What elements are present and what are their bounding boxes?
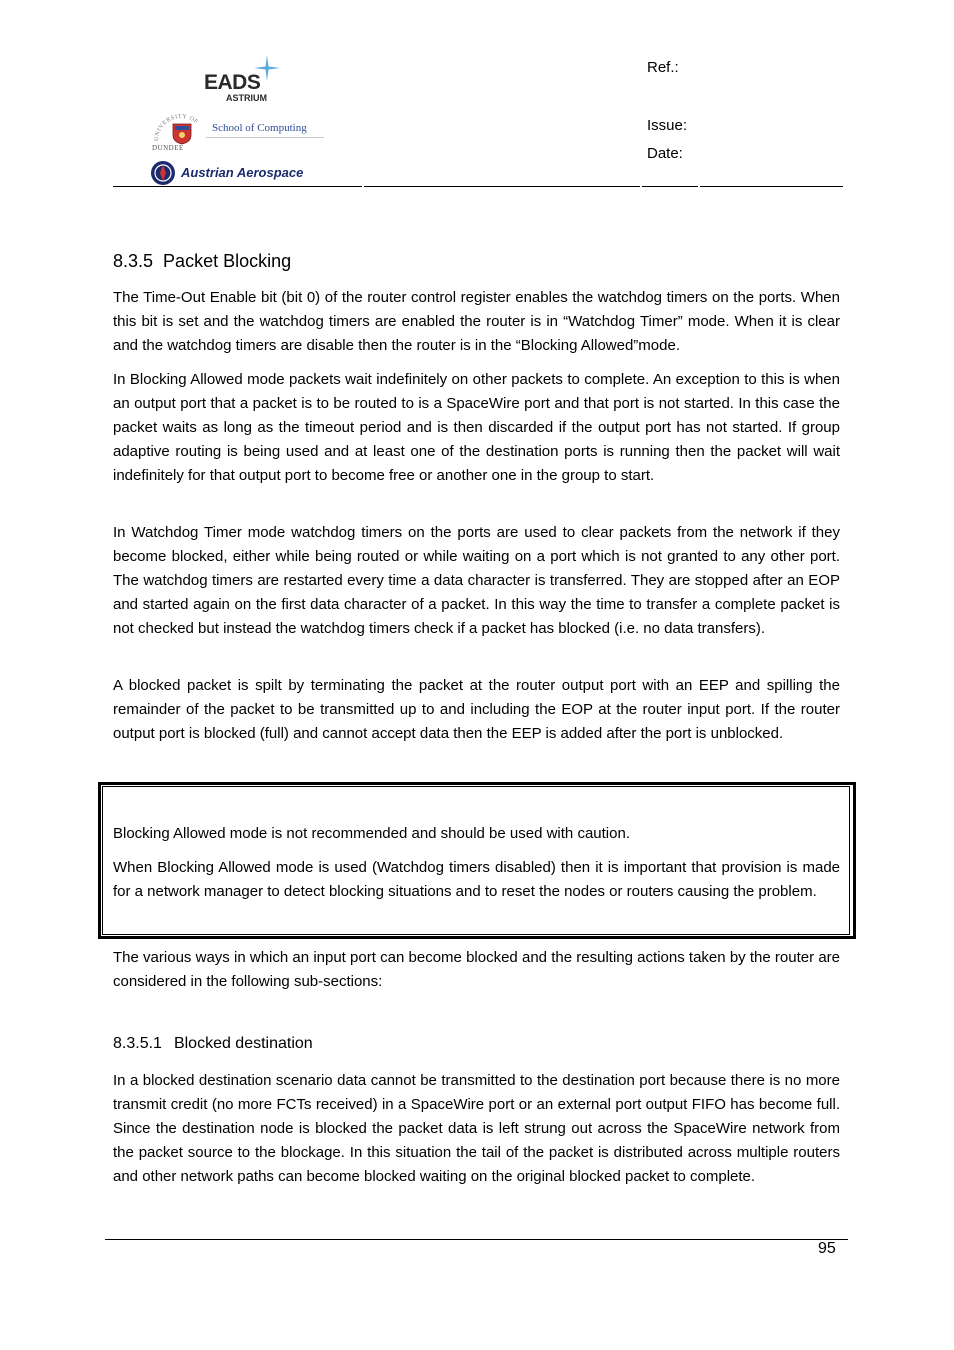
date-label: Date: <box>647 145 683 162</box>
dundee-wordmark: DUNDEE <box>152 144 184 152</box>
subsection-number: 8.3.5.1 <box>113 1035 162 1052</box>
paragraph: In Watchdog Timer mode watchdog timers on the ports are used to clear packets from the network if they become blocked, either while being routed or while waiting on a port which is not granted to any other port. The watchdog timers are restarted every time a data character is transferred. They are stopped after an EOP and started again on the first data character of a packet. In this way the time to transfer a complete packet is not checked but instead the watchdog timers check if a packet has blocked (i.e. no data transfers). <box>113 524 840 637</box>
paragraph: A blocked packet is spilt by terminating the packet at the router output port with an EEP and spilling the remainder of the packet to be transmitted up to and including the EOP at the router input port. If the router output port is blocked (full) and cannot accept data then the EEP is added after the port is unblocked. <box>113 677 840 742</box>
austrian-aerospace-logo <box>150 160 350 186</box>
school-of-computing-wordmark: School of Computing <box>212 122 307 134</box>
austrian-aerospace-wordmark: Austrian Aerospace <box>181 165 304 180</box>
paragraph: The Time-Out Enable bit (bit 0) of the router control register enables the watchdog timers on the ports. When this bit is set and the watchdog timers are enabled the router is in “Watchdog Timer” mode. When it is clear and the watchdog timers are disable then the router is in the “Blocking Allowed”mode. <box>113 289 840 354</box>
astrium-wordmark: ASTRIUM <box>226 93 267 103</box>
header-rule <box>700 186 843 187</box>
university-crest-icon <box>172 123 192 145</box>
page-number: 95 <box>818 1240 836 1257</box>
paragraph: In Blocking Allowed mode packets wait indefinitely on other packets to complete. An exception to this is when an output port that a packet is to be routed to is a SpaceWire port and that port is not started. In this case the packet waits as long as the timeout period and is then discarded if the output port has not started. If group adaptive routing is being used and at least one of the destination ports is running then the packet will wait indefinitely for that output port to become free or another one in the group to start. <box>113 371 840 484</box>
eads-astrium-logo <box>204 55 284 107</box>
header-logos <box>148 55 363 187</box>
note-line: When Blocking Allowed mode is used (Watchdog timers disabled) then it is important that provision is made for a network manager to detect blocking situations and to reset the nodes or routers causing the problem. <box>113 859 840 900</box>
header-rule <box>113 186 362 187</box>
header-rule <box>642 186 698 187</box>
dundee-school-logo <box>148 111 338 155</box>
section-title: Packet Blocking <box>163 251 292 271</box>
subsection-title: Blocked destination <box>173 1035 313 1052</box>
aerospace-emblem-icon <box>150 160 176 186</box>
section-number: 8.3.5 <box>113 251 154 271</box>
subsection-heading <box>113 1035 313 1053</box>
header-rule <box>364 186 640 187</box>
logo-underline <box>206 137 324 138</box>
ref-label: Ref.: <box>647 59 679 76</box>
university-ring-text: UNIVERSITY OF <box>153 113 199 142</box>
paragraph: The various ways in which an input port can become blocked and the resulting actions taken by the router are considered in the following sub-sections: <box>113 949 840 990</box>
paragraph: In a blocked destination scenario data cannot be transmitted to the destination port because there is no more transmit credit (no more FCTs received) in a SpaceWire port or an external port output FIFO has become full. Since the destination node is blocked the packet data is left strung out across the SpaceWire network from the packet source to the blockage. In this situation the tail of the packet is distributed across multiple routers and other network paths can become blocked waiting on the original blocked packet to complete. <box>113 1072 840 1185</box>
footer-rule <box>105 1239 848 1240</box>
section-heading <box>113 251 291 272</box>
eads-wordmark: EADS <box>204 71 261 94</box>
issue-label: Issue: <box>647 117 688 134</box>
note-line: Blocking Allowed mode is not recommended and should be used with caution. <box>113 825 630 842</box>
